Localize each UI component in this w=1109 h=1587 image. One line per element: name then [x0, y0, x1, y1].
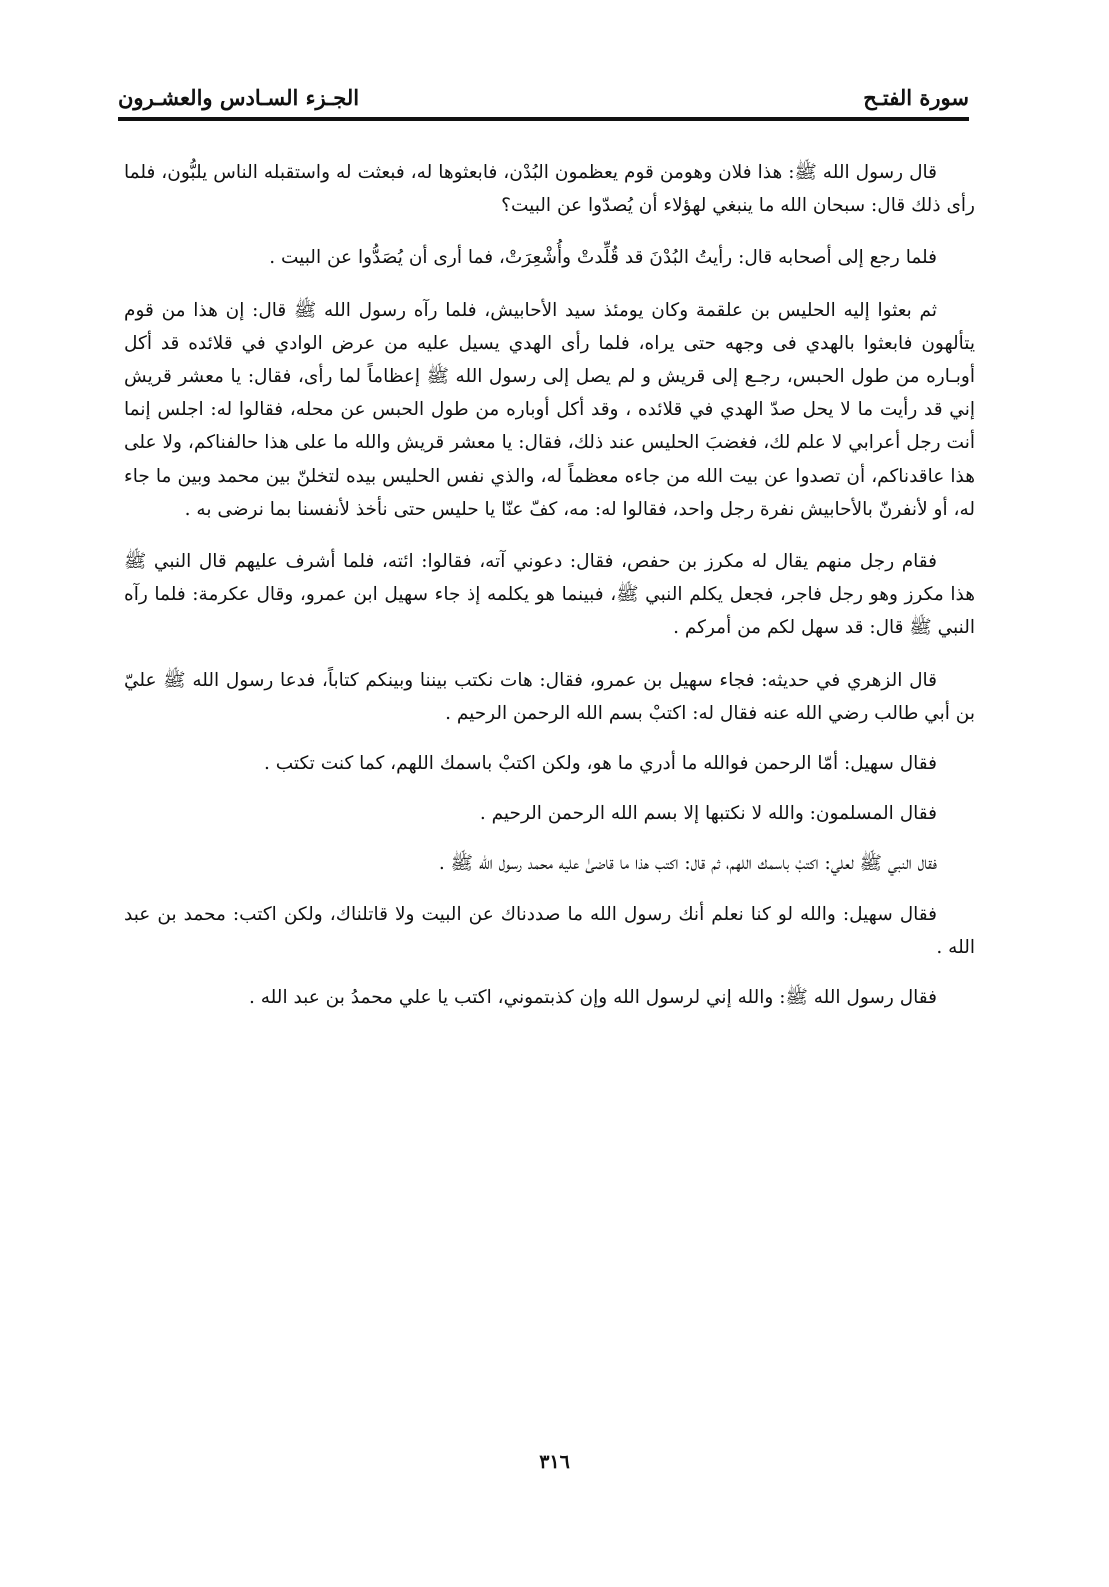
paragraph: فقال سهيل: والله لو كنا نعلم أنك رسول الله ما صددناك عن البيت ولا قاتلناك، ولكن اكتب: محمد بن عبد الله .: [124, 903, 975, 958]
paragraph: فقال النبي ﷺ لعلي: اكتبْ باسمك اللهم، ثم قال: اكتب هذا ما قاضىٰ عليه محمد رسول الله ﷺ .: [438, 853, 937, 875]
paragraph: فقال رسول الله ﷺ: والله إني لرسول الله وإن كذبتموني، اكتب يا علي محمدُ بن عبد الله .: [249, 987, 937, 1009]
surah-title: سورة الفتـح: [863, 85, 969, 110]
juz-title: الجـزء السـادس والعشـرون: [118, 85, 360, 110]
header-rule: [118, 117, 969, 121]
paragraph: فقال سهيل: أمّا الرحمن فوالله ما أدري ما هو، ولكن اكتبْ باسمك اللهم، كما كنت تكتب .: [263, 753, 937, 775]
paragraph: قال الزهري في حديثه: فجاء سهيل بن عمرو، فقال: هات نكتب بيننا وبينكم كتاباً، فدعا رسول الله ﷺ عليّ بن أبي طالب رضي الله عنه فقال له: اكتبْ بسم الله الرحمن الرحيم .: [124, 669, 975, 724]
paragraph: فقال المسلمون: والله لا نكتبها إلا بسم الله الرحمن الرحيم .: [479, 803, 937, 825]
paragraph: فلما رجع إلى أصحابه قال: رأيتُ البُدْنَ قد قُلِّدتْ وأُشْعِرَتْ، فما أرى أن يُصَدُّوا عن البيت .: [269, 247, 937, 269]
body-text: [124, 156, 975, 1031]
running-header: [118, 64, 969, 108]
paragraph: ثم بعثوا إليه الحليس بن علقمة وكان يومئذ سيد الأحابيش، فلما رآه رسول الله ﷺ قال: إن هذا من قوم يتألهون فابعثوا بالهدي فى وجهه حتى يراه، فلما رأى الهدي يسيل عليه من عرض الوادي في قلائده قد أكل أوبـاره من طول الحبس، رجـع إلى قريش و لم يصل إلى رسول الله ﷺ إعظاماً لما رأى، فقال: يا معشر قريش إني قد رأيت ما لا يحل صدّ الهدي في قلائده ، وقد أكل أوباره من طول الحبس عن محله، فقالوا له: اجلس إنما أنت رجل أعرابي لا علم لك، فغضبَ الحليس عند ذلك، فقال: يا معشر قريش والله ما على هذا حالفناكم، ولا على هذا عاقدناكم، أن تصدوا عن بيت الله من جاءه معظماً له، والذي نفس الحليس بيده لتخلنّ بين محمد وبين ما جاء له، أو لأنفرنّ بالأحابيش نفرة رجل واحد، فقالوا له: مه، كفّ عنّا يا حليس حتى نأخذ لأنفسنا بما نرضى به .: [124, 299, 975, 520]
paragraph: قال رسول الله ﷺ: هذا فلان وهومن قوم يعظمون البُدْن، فابعثوها له، فبعثت له واستقبله الناس يلبُّون، فلما رأى ذلك قال: سبحان الله ما ينبغي لهؤلاء أن يُصدّوا عن البيت؟: [124, 162, 975, 217]
page-number: ٣١٦: [539, 1451, 570, 1473]
paragraph: فقام رجل منهم يقال له مكرز بن حفص، فقال: دعوني آته، فقالوا: ائته، فلما أشرف عليهم قال النبي ﷺ هذا مكرز وهو رجل فاجر، فجعل يكلم النبي ﷺ، فبينما هو يكلمه إذ جاء سهيل ابن عمرو، وقال عكرمة: فلما رآه النبي ﷺ قال: قد سهل لكم من أمركم .: [124, 551, 975, 639]
